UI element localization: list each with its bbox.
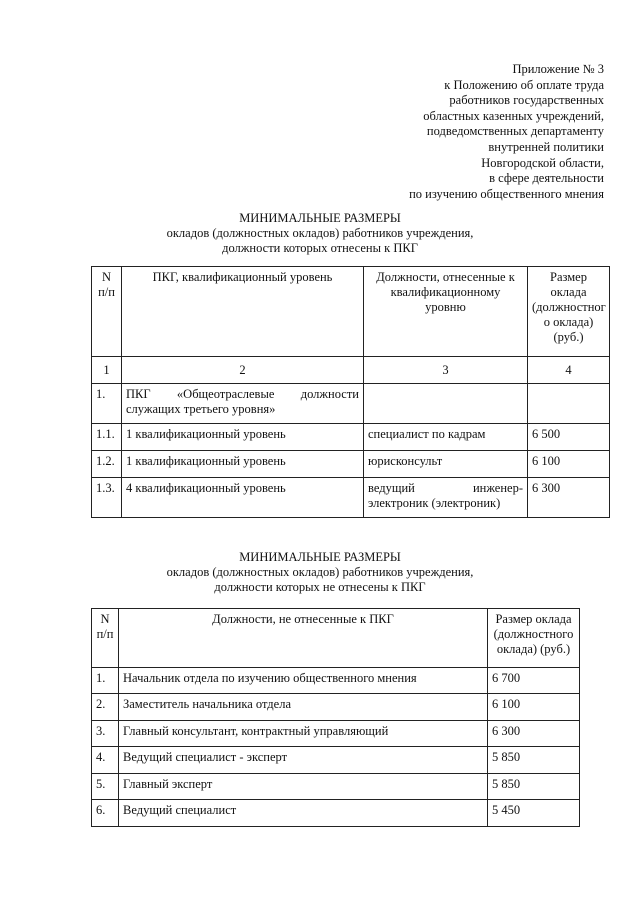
header-num: N п/п	[92, 609, 119, 668]
row-salary: 6 100	[488, 694, 580, 721]
section1-title	[0, 211, 640, 256]
row-salary: 6 700	[488, 668, 580, 694]
appendix-line: по изучению общественного мнения	[409, 186, 604, 201]
header-positions: Должности, отнесенные к квалификационному уровню	[364, 267, 528, 357]
table-row	[92, 384, 610, 424]
table-row	[92, 721, 580, 747]
table-row	[92, 668, 580, 694]
row-level: 1 квалификационный уровень	[122, 451, 364, 478]
section2-title-line: должности которых не отнесены к ПКГ	[214, 580, 426, 594]
row-num: 4.	[92, 747, 119, 774]
row-salary: 5 450	[488, 800, 580, 827]
row-salary: 6 500	[528, 424, 610, 451]
header-salary: Размер оклада (должностного оклада) (руб.)	[488, 609, 580, 668]
appendix-header	[409, 62, 604, 202]
row-position: Главный консультант, контрактный управляющий	[119, 721, 488, 747]
row-level: ПКГ «Общеотраслевые должности служащих третьего уровня»	[122, 384, 364, 424]
row-salary: 6 300	[488, 721, 580, 747]
table-row	[92, 774, 580, 800]
row-num: 5.	[92, 774, 119, 800]
row-level: 4 квалификационный уровень	[122, 478, 364, 518]
row-num: 6.	[92, 800, 119, 827]
row-position: Начальник отдела по изучению общественного мнения	[119, 668, 488, 694]
column-number: 2	[122, 357, 364, 384]
appendix-line: в сфере деятельности	[489, 171, 604, 186]
pkg-salary-table	[91, 266, 610, 518]
row-num: 2.	[92, 694, 119, 721]
row-position: юрисконсульт	[364, 451, 528, 478]
row-salary	[528, 384, 610, 424]
appendix-line: Приложение № 3	[512, 62, 604, 76]
section1-title-line: должности которых отнесены к ПКГ	[222, 241, 418, 255]
table-row	[92, 424, 610, 451]
row-salary: 6 100	[528, 451, 610, 478]
table-row	[92, 800, 580, 827]
row-num: 1.2.	[92, 451, 122, 478]
row-position: Заместитель начальника отдела	[119, 694, 488, 721]
column-number: 4	[528, 357, 610, 384]
header-salary: Размер оклада (должностног о оклада) (руб.)	[528, 267, 610, 357]
column-number: 1	[92, 357, 122, 384]
row-position: Ведущий специалист - эксперт	[119, 747, 488, 774]
header-num: N п/п	[92, 267, 122, 357]
row-level: 1 квалификационный уровень	[122, 424, 364, 451]
section1-title-line: окладов (должностных окладов) работников учреждения,	[166, 226, 474, 240]
row-position: ведущий инженер- электроник (электроник)	[364, 478, 528, 518]
row-position: специалист по кадрам	[364, 424, 528, 451]
appendix-line: к Положению об оплате труда	[444, 77, 604, 92]
row-position	[364, 384, 528, 424]
table-header-row	[92, 267, 610, 357]
column-number: 3	[364, 357, 528, 384]
appendix-line: внутренней политики	[488, 139, 604, 154]
table-row	[92, 451, 610, 478]
row-num: 1.	[92, 668, 119, 694]
table-row	[92, 478, 610, 518]
section1-title-line: МИНИМАЛЬНЫЕ РАЗМЕРЫ	[239, 211, 401, 225]
row-num: 1.	[92, 384, 122, 424]
header-positions: Должности, не отнесенные к ПКГ	[119, 609, 488, 668]
row-num: 3.	[92, 721, 119, 747]
header-pkg-level: ПКГ, квалификационный уровень	[122, 267, 364, 357]
table-row	[92, 694, 580, 721]
row-position: Главный эксперт	[119, 774, 488, 800]
table-header-row	[92, 609, 580, 668]
row-position: Ведущий специалист	[119, 800, 488, 827]
section2-title-line: окладов (должностных окладов) работников учреждения,	[166, 565, 474, 579]
row-salary: 5 850	[488, 774, 580, 800]
row-num: 1.1.	[92, 424, 122, 451]
section2-title	[0, 550, 640, 595]
row-num: 1.3.	[92, 478, 122, 518]
table-row	[92, 747, 580, 774]
column-number-row	[92, 357, 610, 384]
appendix-line: работников государственных	[449, 93, 604, 108]
row-salary: 5 850	[488, 747, 580, 774]
appendix-line: Новгородской области,	[481, 155, 604, 170]
section2-title-line: МИНИМАЛЬНЫЕ РАЗМЕРЫ	[239, 550, 401, 564]
appendix-line: подведомственных департаменту	[426, 124, 604, 139]
row-salary: 6 300	[528, 478, 610, 518]
appendix-line: областных казенных учреждений,	[423, 108, 604, 123]
non-pkg-salary-table	[91, 608, 580, 827]
